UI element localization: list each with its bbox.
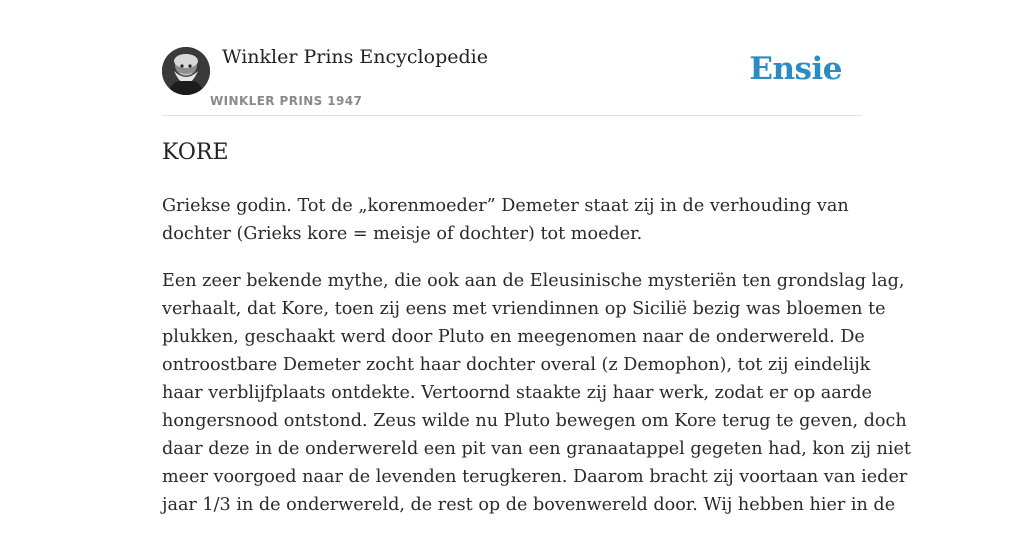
text-line: plukken, geschaakt werd door Pluto en meegenomen naar de onderwereld. De — [162, 327, 865, 347]
text-line: ontroostbare Demeter zocht haar dochter overal (z Demophon), tot zij eindelijk — [162, 355, 871, 375]
author-avatar[interactable] — [162, 47, 210, 95]
text-line: daar deze in de onderwereld een pit van een granaatappel gegeten had, kon zij niet — [162, 439, 911, 459]
paragraph-2 — [162, 267, 911, 519]
paragraph-1 — [162, 192, 872, 248]
text-line: Een zeer bekende mythe, die ook aan de Eleusinische mysteriën ten grondslag lag, — [162, 271, 905, 291]
source-edition-label: WINKLER PRINS 1947 — [210, 94, 363, 108]
text-line: haar verblijfplaats ontdekte. Vertoornd staakte zij haar werk, zodat er op aarde — [162, 383, 872, 403]
article-title: KORE — [162, 140, 229, 165]
source-header — [162, 0, 862, 116]
text-line: hongersnood ontstond. Zeus wilde nu Pluto bewegen om Kore terug te geven, doch — [162, 411, 907, 431]
text-line: meer voorgoed naar de levenden terugkeren. Daarom bracht zij voortaan van ieder — [162, 467, 908, 487]
ensie-logo[interactable]: Ensie — [749, 51, 842, 87]
text-line: verhaalt, dat Kore, toen zij eens met vriendinnen op Sicilië bezig was bloemen te — [162, 299, 886, 319]
article-page — [162, 0, 911, 515]
article-body — [162, 192, 911, 538]
text-line: dochter (Grieks kore = meisje of dochter) tot moeder. — [162, 224, 643, 244]
text-line: Griekse godin. Tot de „korenmoeder” Demeter staat zij in de verhouding van — [162, 196, 849, 216]
portrait-image — [162, 47, 210, 95]
text-line: jaar 1/3 in de onderwereld, de rest op de bovenwereld door. Wij hebben hier in de — [162, 495, 896, 515]
source-title-link[interactable]: Winkler Prins Encyclopedie — [222, 46, 488, 68]
